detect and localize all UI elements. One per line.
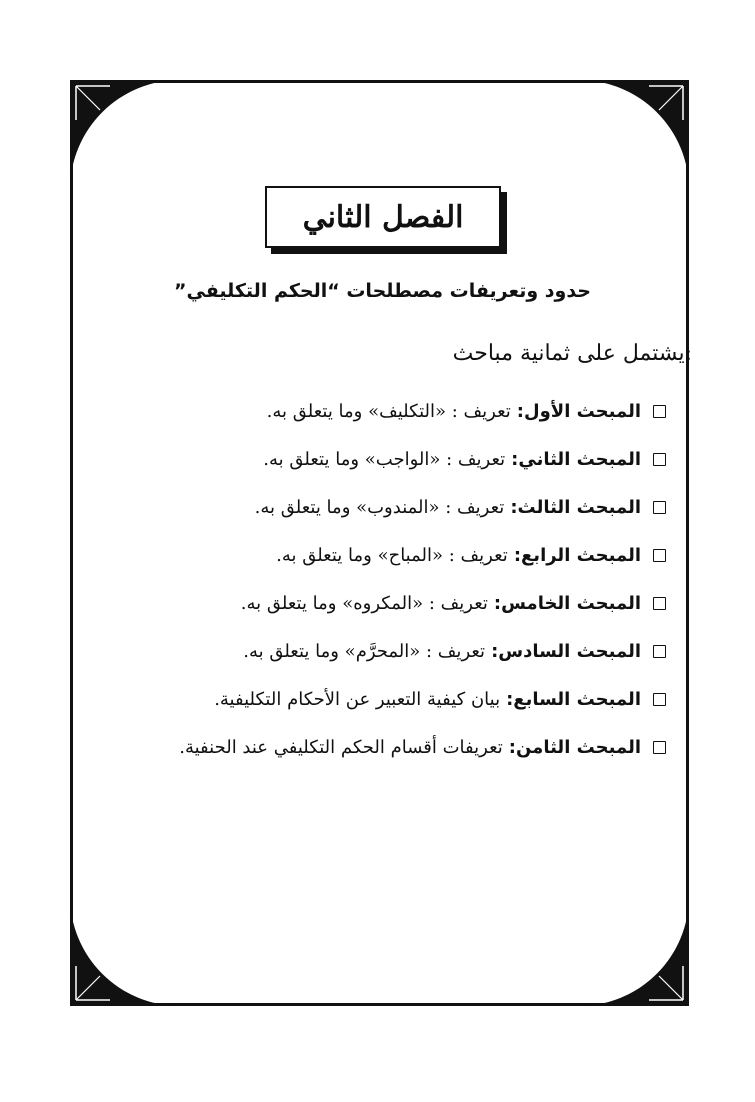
list-item (76, 531, 666, 579)
list-item (76, 483, 666, 531)
chapter-title: الفصل الثاني (265, 186, 501, 248)
checkbox-icon (653, 597, 666, 610)
chapter-subtitle: حدود وتعريفات مصطلحات “الحكم التكليفي” (173, 280, 591, 302)
topic-title: المبحث الثاني: (511, 448, 641, 470)
topic-title: المبحث الأول: (516, 400, 641, 422)
topic-title: المبحث الثالث: (510, 496, 641, 518)
topic-title: المبحث السابع: (506, 688, 641, 710)
topic-desc: تعريف : «التكليف» وما يتعلق به. (266, 400, 511, 422)
list-item (76, 723, 666, 771)
topic-title: المبحث الخامس: (493, 592, 641, 614)
topic-title: المبحث السادس: (491, 640, 641, 662)
page-frame (70, 80, 692, 1006)
topic-desc: بيان كيفية التعبير عن الأحكام التكليفية. (214, 688, 501, 710)
checkbox-icon (653, 501, 666, 514)
checkbox-icon (653, 549, 666, 562)
list-item (76, 675, 666, 723)
checkbox-icon (653, 453, 666, 466)
list-item (76, 627, 666, 675)
corner-ornament-icon (70, 896, 180, 1006)
topics-list (76, 387, 666, 771)
topic-title: المبحث الرابع: (513, 544, 641, 566)
corner-ornament-icon (70, 80, 180, 190)
topic-desc: تعريف : «المباح» وما يتعلق به. (276, 544, 508, 566)
topic-desc: تعريف : «المندوب» وما يتعلق به. (254, 496, 505, 518)
topic-desc: تعريف : «الواجب» وما يتعلق به. (263, 448, 506, 470)
list-item (76, 387, 666, 435)
checkbox-icon (653, 405, 666, 418)
chapter-intro: :يشتمل على ثمانية مباحث (452, 341, 692, 366)
checkbox-icon (653, 741, 666, 754)
corner-ornament-icon (579, 896, 689, 1006)
list-item (76, 579, 666, 627)
topic-desc: تعريف : «المحرَّم» وما يتعلق به. (243, 640, 486, 662)
topic-desc: تعريفات أقسام الحكم التكليفي عند الحنفية. (179, 736, 503, 758)
chapter-heading-box (265, 186, 501, 248)
checkbox-icon (653, 645, 666, 658)
checkbox-icon (653, 693, 666, 706)
topic-title: المبحث الثامن: (508, 736, 641, 758)
topic-desc: تعريف : «المكروه» وما يتعلق به. (240, 592, 488, 614)
list-item (76, 435, 666, 483)
corner-ornament-icon (579, 80, 689, 190)
